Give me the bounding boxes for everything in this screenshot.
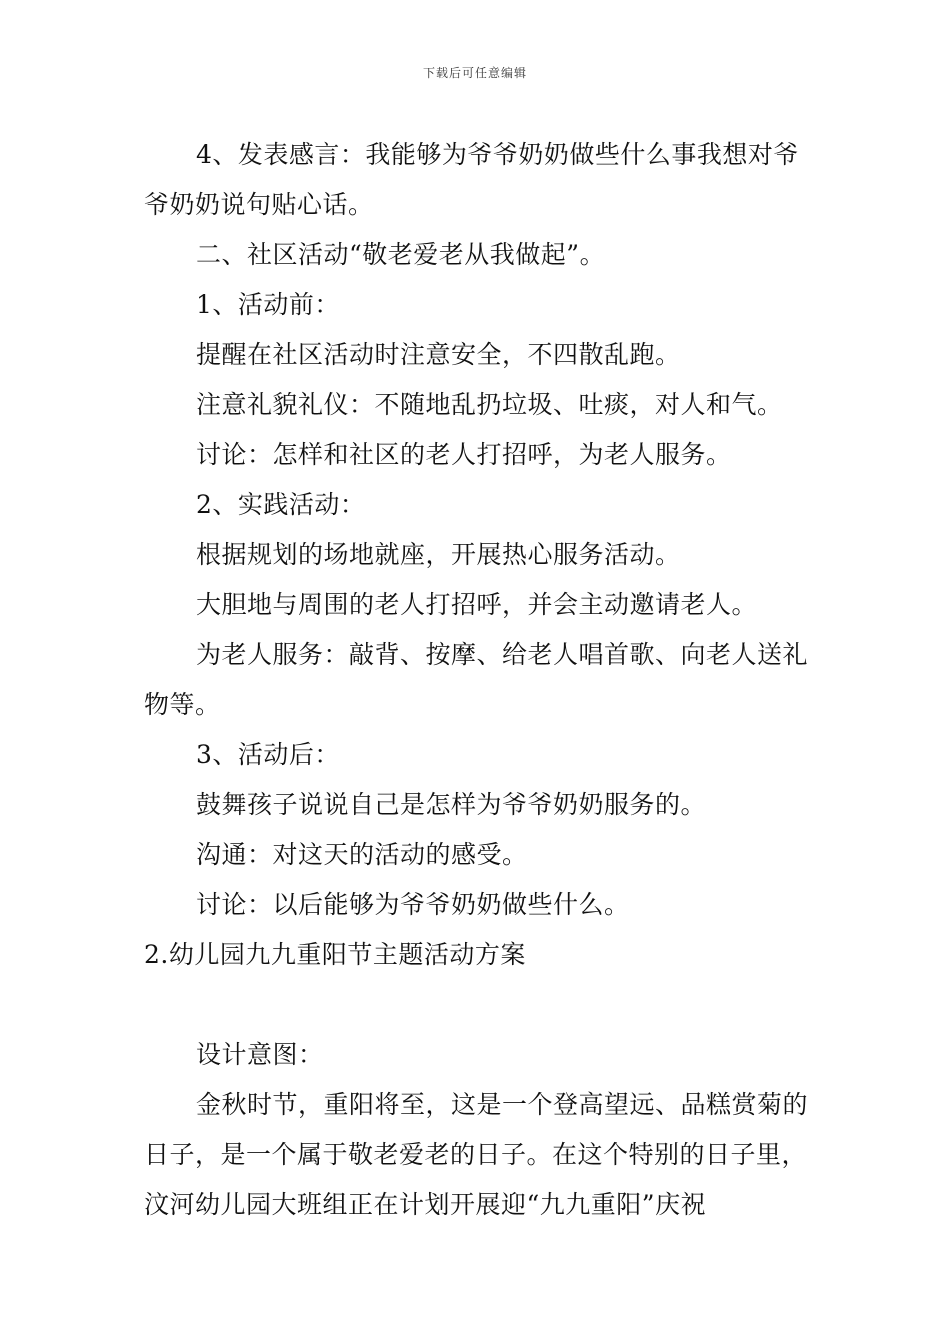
paragraph-discussion-greeting: 讨论：怎样和社区的老人打招呼，为老人服务。 (196, 440, 732, 469)
section-spacer (144, 980, 808, 1030)
paragraph-encourage: 鼓舞孩子说说自己是怎样为爷爷奶奶服务的。 (196, 790, 707, 819)
paragraph-practice: 2、实践活动： (196, 490, 366, 519)
paragraph-speech: 4、发表感言：我能够为爷爷奶奶做些什么事我想对爷爷奶奶说句贴心话。 (144, 140, 799, 219)
paragraph-after-activity: 3、活动后： (196, 740, 340, 769)
paragraph-serve-elders: 为老人服务：敲背、按摩、给老人唱首歌、向老人送礼物等。 (144, 640, 809, 719)
paragraph-discussion-future: 讨论：以后能够为爷爷奶奶做些什么。 (196, 890, 630, 919)
paragraph-safety: 提醒在社区活动时注意安全，不四散乱跑。 (196, 340, 681, 369)
paragraph-before-activity: 1、活动前： (196, 290, 340, 319)
document-body (144, 130, 808, 1230)
paragraph-communicate: 沟通：对这天的活动的感受。 (196, 840, 528, 869)
page-header-note: 下载后可任意编辑 (422, 66, 527, 80)
paragraph-intro: 金秋时节，重阳将至，这是一个登高望远、品糕赏菊的日子，是一个属于敬老爱老的日子。在这个特别的日子里，汶河幼儿园大班组正在计划开展迎“九九重阳”庆祝 (144, 1090, 809, 1219)
paragraph-seating: 根据规划的场地就座，开展热心服务活动。 (196, 540, 681, 569)
paragraph-community-heading: 二、社区活动“敬老爱老从我做起”。 (196, 240, 606, 269)
paragraph-etiquette: 注意礼貌礼仪：不随地乱扔垃圾、吐痰，对人和气。 (196, 390, 783, 419)
paragraph-greet-elders: 大胆地与周围的老人打招呼，并会主动邀请老人。 (196, 590, 758, 619)
design-intent-label: 设计意图： (196, 1040, 324, 1069)
section-title: 2.幼儿园九九重阳节主题活动方案 (144, 940, 526, 969)
